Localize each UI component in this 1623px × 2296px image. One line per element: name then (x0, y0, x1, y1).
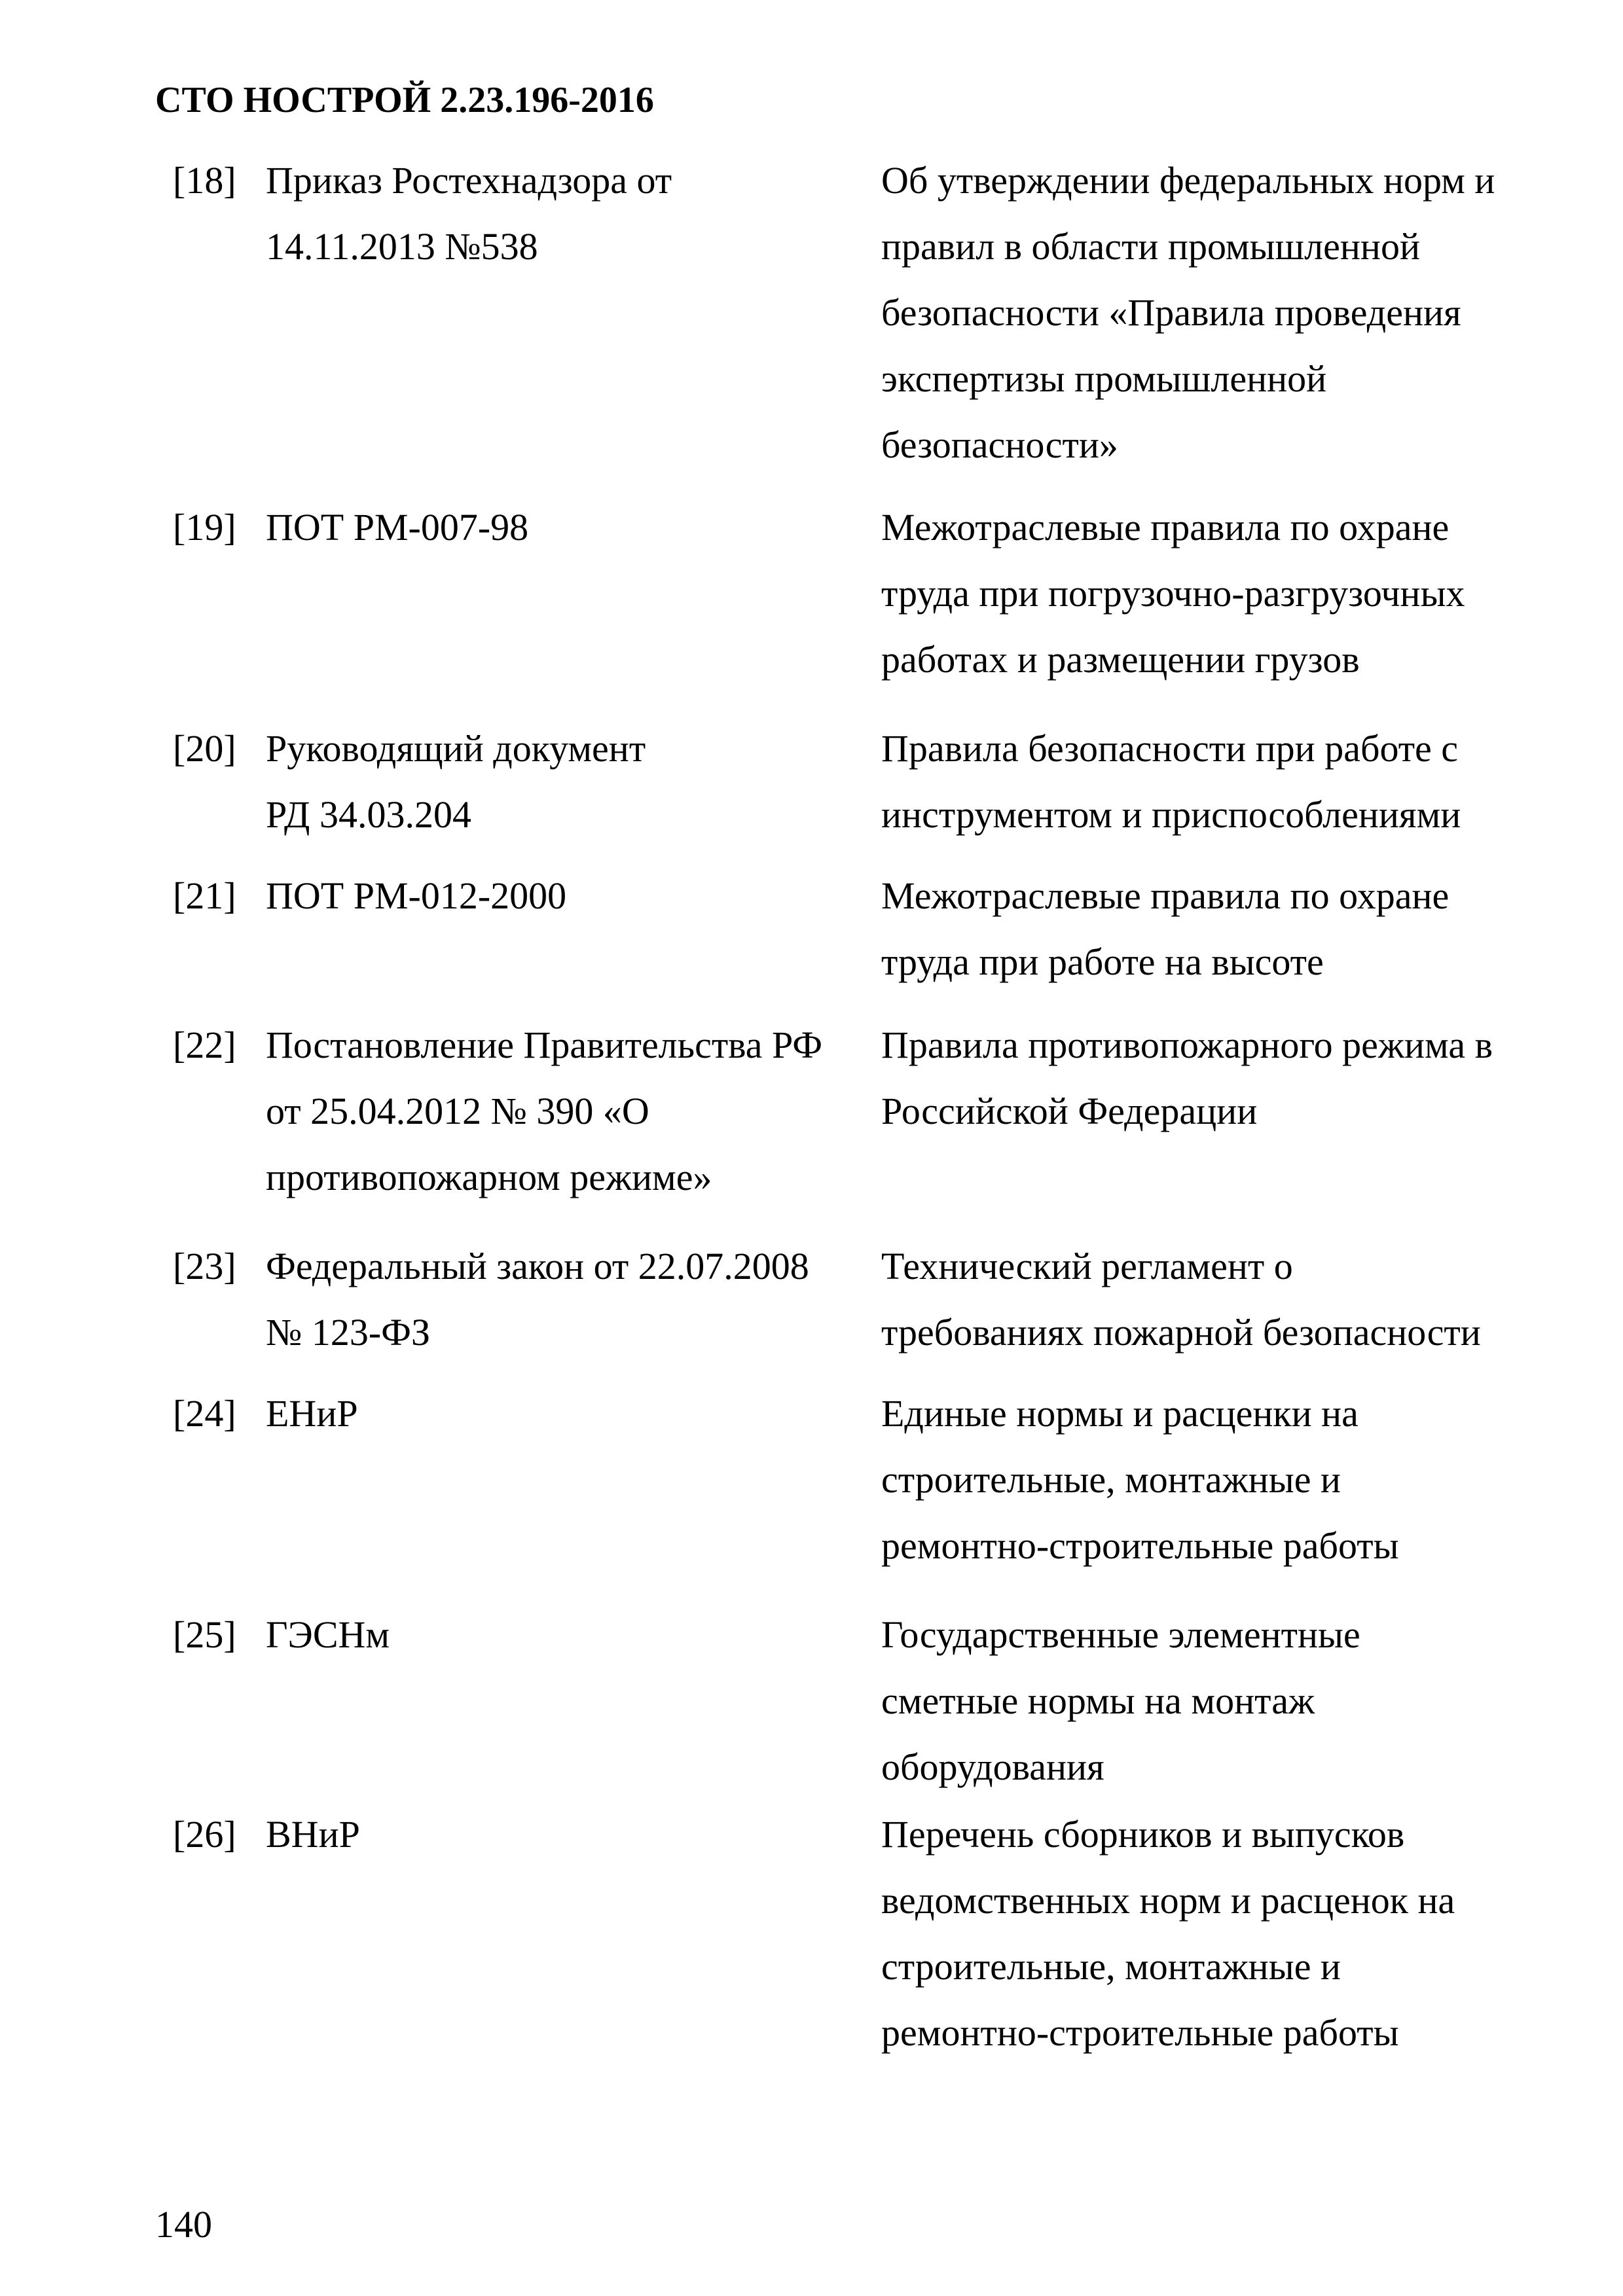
reference-title (881, 1012, 1536, 1144)
page-number: 140 (155, 2203, 212, 2246)
reference-number: [19] (173, 506, 236, 548)
text-line: противопожарном режиме» (266, 1156, 712, 1198)
text-line: Государственные элементные (881, 1613, 1360, 1656)
text-line: Руководящий документ (266, 727, 646, 770)
reference-number: [26] (173, 1813, 236, 1856)
reference-number: [25] (173, 1613, 236, 1656)
reference-number: [22] (173, 1024, 236, 1066)
text-line: 14.11.2013 №538 (266, 225, 538, 268)
reference-number: [20] (173, 727, 236, 770)
text-line: Правила противопожарного режима в (881, 1024, 1493, 1066)
reference-title (881, 715, 1536, 848)
text-line: безопасности «Правила проведения (881, 291, 1461, 334)
text-line: труда при погрузочно-разгрузочных (881, 572, 1465, 615)
reference-designation (266, 147, 855, 279)
text-line: от 25.04.2012 № 390 «О (266, 1090, 649, 1132)
reference-title (881, 1801, 1536, 2066)
text-line: сметные нормы на монтаж (881, 1679, 1315, 1722)
text-line: Единые нормы и расценки на (881, 1392, 1359, 1435)
text-line: труда при работе на высоте (881, 941, 1324, 983)
reference-number: [21] (173, 874, 236, 917)
text-line: Перечень сборников и выпусков (881, 1813, 1405, 1856)
text-line: ГЭСНм (266, 1613, 390, 1656)
text-line: инструментом и приспособлениями (881, 793, 1461, 836)
text-line: Технический регламент о (881, 1245, 1293, 1287)
reference-title (881, 1233, 1536, 1365)
reference-designation (266, 1801, 855, 1867)
text-line: работах и размещении грузов (881, 638, 1360, 681)
reference-title (881, 147, 1536, 478)
reference-title (881, 494, 1536, 692)
text-line: ведомственных норм и расценок на (881, 1879, 1455, 1922)
reference-number: [18] (173, 159, 236, 202)
reference-number: [23] (173, 1245, 236, 1287)
text-line: строительные, монтажные и (881, 1458, 1341, 1501)
text-line: безопасности» (881, 423, 1118, 466)
text-line: Российской Федерации (881, 1090, 1258, 1132)
text-line: ремонтно-строительные работы (881, 1524, 1399, 1567)
reference-number: [24] (173, 1392, 236, 1435)
text-line: Межотраслевые правила по охране (881, 506, 1450, 548)
text-line: Межотраслевые правила по охране (881, 874, 1450, 917)
text-line: ПОТ РМ-007-98 (266, 506, 529, 548)
text-line: ремонтно-строительные работы (881, 2011, 1399, 2054)
text-line: Правила безопасности при работе с (881, 727, 1459, 770)
text-line: строительные, монтажные и (881, 1945, 1341, 1988)
text-line: экспертизы промышленной (881, 357, 1327, 400)
reference-designation (266, 1233, 855, 1365)
document-header: СТО НОСТРОЙ 2.23.196-2016 (155, 80, 654, 120)
text-line: оборудования (881, 1746, 1104, 1788)
text-line: ПОТ РМ-012-2000 (266, 874, 567, 917)
text-line: № 123-ФЗ (266, 1311, 431, 1354)
reference-designation (266, 1602, 855, 1668)
reference-designation (266, 494, 855, 560)
reference-designation (266, 863, 855, 929)
text-line: требованиях пожарной безопасности (881, 1311, 1481, 1354)
text-line: Об утверждении федеральных норм и (881, 159, 1495, 202)
reference-title (881, 1380, 1536, 1579)
reference-title (881, 1602, 1536, 1800)
text-line: Приказ Ростехнадзора от (266, 159, 672, 202)
text-line: ЕНиР (266, 1392, 358, 1435)
text-line: Федеральный закон от 22.07.2008 (266, 1245, 809, 1287)
text-line: ВНиР (266, 1813, 360, 1856)
reference-designation (266, 1012, 855, 1210)
text-line: правил в области промышленной (881, 225, 1420, 268)
reference-designation (266, 1380, 855, 1446)
reference-title (881, 863, 1536, 995)
text-line: Постановление Правительства РФ (266, 1024, 823, 1066)
reference-designation (266, 715, 855, 848)
text-line: РД 34.03.204 (266, 793, 471, 836)
